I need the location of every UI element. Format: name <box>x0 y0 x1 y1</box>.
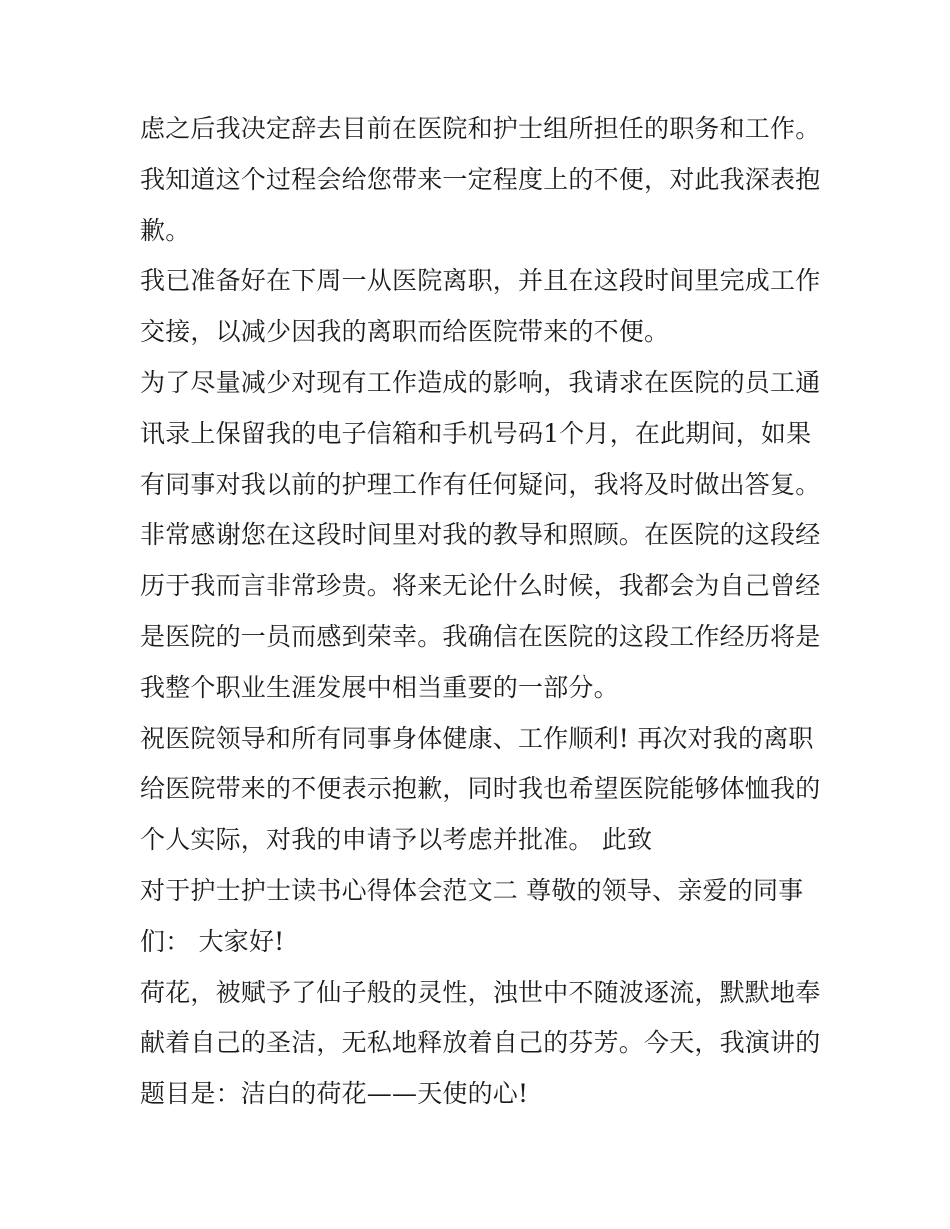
text-line: 献着自己的圣洁，无私地释放着自己的芬芳。今天，我演讲的 <box>140 1028 821 1058</box>
text-line: 荷花，被赋予了仙子般的灵性，浊世中不随波逐流，默默地奉 <box>140 977 821 1007</box>
text-line: 们： 大家好! <box>140 926 285 956</box>
text-line: 是医院的一员而感到荣幸。我确信在医院的这段工作经历将是 <box>140 621 821 651</box>
text-line: 我知道这个过程会给您带来一定程度上的不便，对此我深表抱 <box>140 164 821 194</box>
text-line: 历于我而言非常珍贵。将来无论什么时候，我都会为自己曾经 <box>140 571 821 601</box>
text-line: 我整个职业生涯发展中相当重要的一部分。 <box>140 672 619 702</box>
text-line: 非常感谢您在这段时间里对我的教导和照顾。在医院的这段经 <box>140 520 821 550</box>
text-line: 个人实际，对我的申请予以考虑并批准。 此致 <box>140 825 653 855</box>
text-line: 为了尽量减少对现有工作造成的影响，我请求在医院的员工通 <box>140 367 821 397</box>
text-line: 交接，以减少因我的离职而给医院带来的不便。 <box>140 317 670 347</box>
text-line: 给医院带来的不便表示抱歉，同时我也希望医院能够体恤我的 <box>140 774 821 804</box>
text-line: 歉。 <box>140 215 191 245</box>
text-line: 虑之后我决定辞去目前在医院和护士组所担任的职务和工作。 <box>140 114 821 143</box>
document-body <box>140 104 820 1120</box>
text-line: 题目是：洁白的荷花——天使的心! <box>140 1079 529 1109</box>
text-line: 我已准备好在下周一从医院离职，并且在这段时间里完成工作 <box>140 266 821 296</box>
text-line: 对于护士护士读书心得体会范文二 尊敬的领导、亲爱的同事 <box>140 875 804 905</box>
text-line: 祝医院领导和所有同事身体健康、工作顺利! 再次对我的离职 <box>140 723 814 753</box>
text-line: 有同事对我以前的护理工作有任何疑问，我将及时做出答复。 <box>140 469 821 499</box>
text-line: 讯录上保留我的电子信箱和手机号码1个月，在此期间，如果 <box>140 418 812 448</box>
